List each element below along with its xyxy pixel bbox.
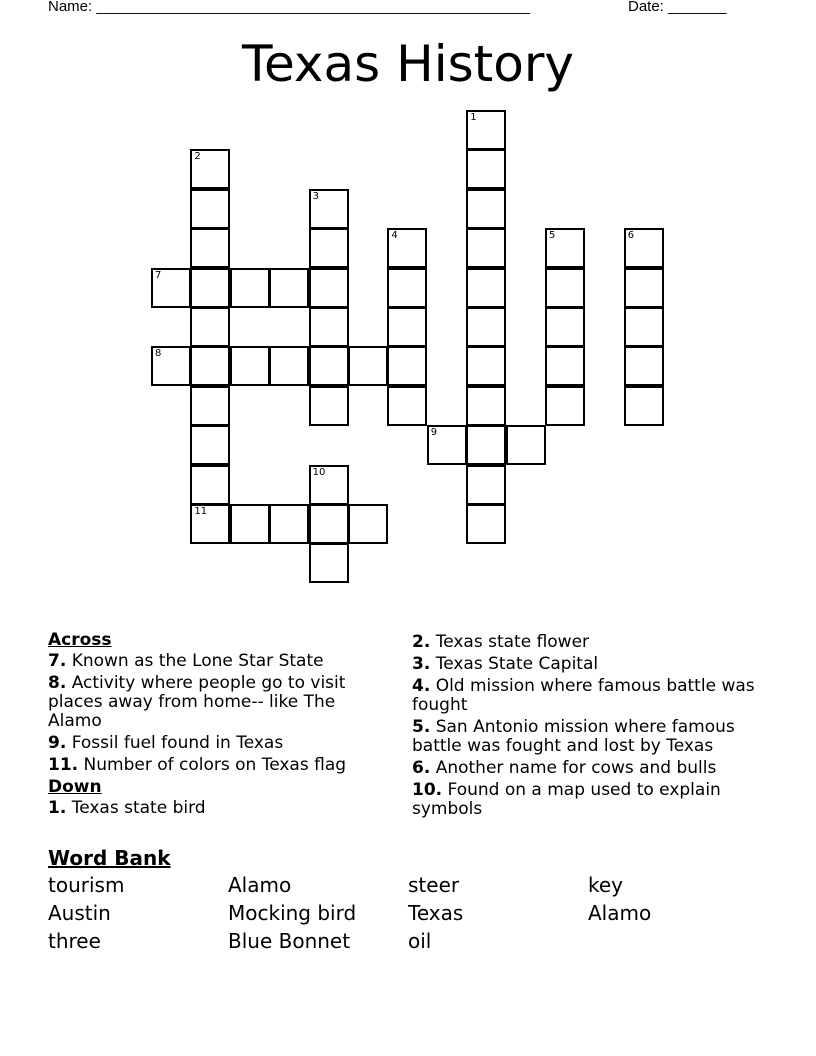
down-clue-6: 6. Another name for cows and bulls — [412, 758, 717, 778]
grid-cell[interactable] — [309, 386, 349, 426]
clue-number: 4 — [391, 230, 398, 242]
grid-cell[interactable] — [506, 425, 546, 465]
grid-cell[interactable] — [309, 465, 349, 505]
clue-number: 6 — [627, 230, 635, 242]
grid-cell[interactable] — [309, 189, 349, 229]
word-bank-item: key — [588, 873, 624, 897]
grid-cell[interactable] — [545, 307, 585, 347]
grid-cell[interactable] — [466, 386, 506, 426]
grid-cell[interactable] — [190, 465, 230, 505]
grid-cell[interactable] — [230, 346, 270, 386]
grid-cell[interactable] — [387, 346, 427, 386]
grid-cell[interactable] — [309, 504, 349, 544]
grid-cell[interactable] — [309, 228, 349, 268]
down-clue-2: 2. Texas state flower — [412, 632, 590, 652]
clue-number: 9 — [430, 427, 438, 439]
grid-cell[interactable] — [545, 268, 585, 308]
grid-cell[interactable] — [624, 228, 664, 268]
date-field: Date: _______ — [628, 0, 727, 15]
grid-cell[interactable] — [466, 189, 506, 229]
across-clue-11: 11. Number of colors on Texas flag — [48, 755, 347, 775]
grid-cell[interactable] — [230, 268, 270, 308]
grid-cell[interactable] — [190, 149, 230, 189]
grid-cell[interactable] — [624, 346, 664, 386]
grid-cell[interactable] — [309, 307, 349, 347]
grid-cell[interactable] — [545, 228, 585, 268]
word-bank-item: Austin — [48, 901, 111, 925]
grid-cell[interactable] — [190, 307, 230, 347]
grid-cell[interactable] — [624, 307, 664, 347]
grid-cell[interactable] — [190, 425, 230, 465]
word-bank-item: Alamo — [228, 873, 292, 897]
grid-cell[interactable] — [387, 268, 427, 308]
grid-cell[interactable] — [466, 149, 506, 189]
across-heading: Across — [48, 630, 112, 650]
clue-number: 8 — [155, 348, 162, 360]
down-heading: Down — [48, 777, 102, 797]
grid-cell[interactable] — [309, 268, 349, 308]
word-bank-item: Alamo — [588, 901, 652, 925]
grid-cell[interactable] — [309, 346, 349, 386]
across-clue-9: 9. Fossil fuel found in Texas — [48, 733, 284, 753]
grid-cell[interactable] — [387, 386, 427, 426]
clue-number: 11 — [194, 506, 208, 517]
grid-cell[interactable] — [190, 189, 230, 229]
grid-cell[interactable] — [348, 504, 388, 544]
down-clue-4: 4. Old mission where famous battle was fought — [412, 676, 755, 715]
grid-cell[interactable] — [466, 425, 506, 465]
grid-cell[interactable] — [190, 504, 230, 544]
word-bank-title: Word Bank — [48, 846, 171, 870]
clues-right-column — [412, 631, 762, 822]
down-clue-1: 1. Texas state bird — [48, 798, 206, 818]
grid-cell[interactable] — [309, 543, 349, 583]
clue-number: 5 — [549, 230, 556, 242]
grid-cell[interactable] — [190, 268, 230, 308]
grid-cell[interactable] — [624, 268, 664, 308]
grid-cell[interactable] — [466, 268, 506, 308]
grid-cell[interactable] — [466, 504, 506, 544]
word-bank-item: tourism — [48, 873, 125, 897]
down-clue-5: 5. San Antonio mission where famous battle was fought and lost by Texas — [412, 717, 735, 756]
word-bank-item: three — [48, 929, 101, 953]
word-bank-item: oil — [408, 929, 432, 953]
grid-cell[interactable] — [466, 465, 506, 505]
grid-cell[interactable] — [387, 307, 427, 347]
clue-number: 7 — [155, 269, 162, 281]
grid-cell[interactable] — [545, 346, 585, 386]
grid-cell[interactable] — [269, 268, 309, 308]
grid-cell[interactable] — [387, 228, 427, 268]
grid-cell[interactable] — [190, 228, 230, 268]
clue-number: 1 — [470, 112, 477, 123]
grid-cell[interactable] — [545, 386, 585, 426]
grid-cell[interactable] — [190, 346, 230, 386]
grid-cell[interactable] — [151, 268, 191, 308]
grid-cell[interactable] — [230, 504, 270, 544]
across-clue-7: 7. Known as the Lone Star State — [48, 651, 324, 671]
name-field: Name: ____________________________________________________ — [48, 0, 531, 15]
grid-cell[interactable] — [269, 346, 309, 386]
grid-cell[interactable] — [151, 346, 191, 386]
grid-cell[interactable] — [348, 346, 388, 386]
clues-left-column — [48, 631, 378, 821]
grid-cell[interactable] — [466, 307, 506, 347]
grid-cell[interactable] — [466, 346, 506, 386]
grid-cell[interactable] — [269, 504, 309, 544]
clue-number: 2 — [194, 151, 201, 163]
word-bank — [48, 874, 768, 952]
word-bank-item: steer — [408, 873, 460, 897]
word-bank-item: Texas — [408, 901, 464, 925]
down-clue-3: 3. Texas State Capital — [412, 654, 599, 674]
across-clue-8: 8. Activity where people go to visit places away from home-- like The Alamo — [48, 673, 346, 731]
word-bank-item: Blue Bonnet — [228, 929, 351, 953]
grid-cell[interactable] — [190, 386, 230, 426]
clue-number: 10 — [312, 466, 326, 478]
grid-cell[interactable] — [466, 228, 506, 268]
word-bank-item: Mocking bird — [228, 901, 357, 925]
clue-number: 3 — [312, 190, 319, 202]
grid-cell[interactable] — [624, 386, 664, 426]
page-title: Texas History — [242, 35, 574, 93]
grid-cell[interactable] — [427, 425, 467, 465]
grid-cell[interactable] — [466, 110, 506, 150]
down-clue-10: 10. Found on a map used to explain symbols — [412, 780, 721, 819]
